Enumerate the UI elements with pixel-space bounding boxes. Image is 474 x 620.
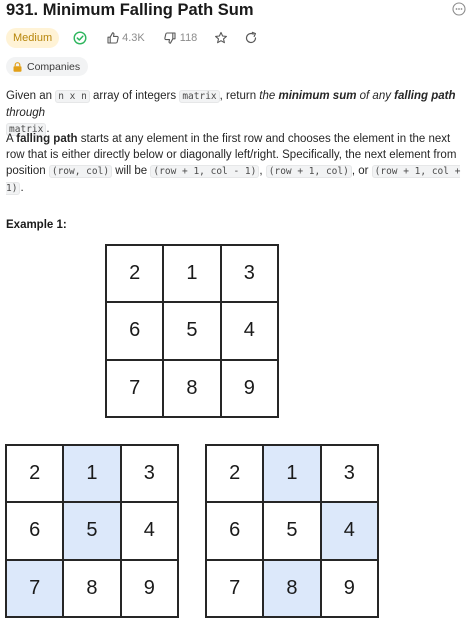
text: A — [6, 133, 17, 145]
matrix-cell: 6 — [207, 503, 262, 558]
help-icon[interactable] — [452, 2, 466, 16]
difficulty-badge: Medium — [6, 28, 59, 48]
text: of any — [356, 90, 395, 102]
matrix-cell-highlighted: 8 — [264, 561, 319, 616]
inline-code: matrix — [179, 90, 219, 103]
text: . — [46, 123, 50, 135]
thumbs-down-icon — [163, 31, 177, 45]
matrix-cell: 1 — [164, 246, 219, 301]
bold-text: falling path — [394, 90, 456, 102]
matrix-cell-highlighted: 1 — [64, 446, 119, 501]
matrix-cell: 6 — [107, 303, 162, 358]
bold-text: minimum sum — [278, 90, 357, 102]
matrix-cell-highlighted: 7 — [7, 561, 62, 616]
inline-code: matrix — [6, 123, 46, 136]
inline-code: n x n — [55, 90, 90, 103]
description-paragraph-2 — [6, 131, 468, 197]
star-icon[interactable] — [214, 31, 228, 45]
like-count: 4.3K — [122, 32, 145, 44]
inline-code: (row + 1, col + 1) — [6, 166, 461, 194]
matrix-cell: 8 — [164, 361, 219, 416]
matrix-cell: 8 — [64, 561, 119, 616]
text: , or — [351, 165, 372, 177]
dislike-button[interactable] — [163, 31, 198, 45]
dislike-count: 118 — [179, 32, 198, 44]
solved-check-icon — [73, 31, 87, 45]
matrix-cell: 9 — [122, 561, 177, 616]
title-row — [6, 0, 468, 22]
example-label: Example 1: — [6, 219, 67, 231]
text: , — [259, 165, 266, 177]
inline-code: (row, col) — [49, 165, 112, 178]
matrix-cell: 4 — [122, 503, 177, 558]
matrix-cell: 2 — [207, 446, 262, 501]
matrix-cell: 3 — [322, 446, 377, 501]
text: , return — [219, 90, 260, 102]
matrix-cell: 9 — [222, 361, 277, 416]
matrix-cell-highlighted: 5 — [64, 503, 119, 558]
matrix-cell: 5 — [164, 303, 219, 358]
share-icon[interactable] — [244, 31, 258, 45]
matrix-cell-highlighted: 4 — [322, 503, 377, 558]
matrix-cell: 3 — [222, 246, 277, 301]
problem-title: 931. Minimum Falling Path Sum — [6, 1, 254, 19]
matrix-cell: 6 — [7, 503, 62, 558]
matrix-cell: 2 — [107, 246, 162, 301]
matrix-cell: 5 — [264, 503, 319, 558]
thumbs-up-icon — [106, 31, 120, 45]
inline-code: (row + 1, col - 1) — [150, 165, 259, 178]
text: starts at any element in the first row and chooses the element in the next row that is either directly below or diagonally left/right. Specifically, the next element from position — [6, 133, 457, 177]
matrix-cell: 3 — [122, 446, 177, 501]
falling-path-2-matrix — [205, 444, 379, 618]
matrix-cell: 7 — [107, 361, 162, 416]
falling-path-1-matrix — [5, 444, 179, 618]
text: array of integers — [89, 90, 180, 102]
bold-text: falling path — [16, 133, 78, 145]
text: through — [6, 107, 46, 119]
matrix-cell: 7 — [207, 561, 262, 616]
matrix-cell: 2 — [7, 446, 62, 501]
companies-tag[interactable] — [6, 57, 88, 76]
text: will be — [112, 165, 151, 177]
text: Given an — [6, 90, 56, 102]
problem-meta-row — [6, 28, 258, 48]
example-matrix — [105, 244, 279, 418]
matrix-cell: 4 — [222, 303, 277, 358]
lock-icon — [13, 62, 22, 72]
like-button[interactable] — [106, 31, 145, 45]
matrix-cell-highlighted: 1 — [264, 446, 319, 501]
companies-label: Companies — [27, 60, 81, 73]
text: the — [259, 90, 279, 102]
text: . — [20, 182, 24, 194]
inline-code: (row + 1, col) — [266, 165, 352, 178]
matrix-cell: 9 — [322, 561, 377, 616]
